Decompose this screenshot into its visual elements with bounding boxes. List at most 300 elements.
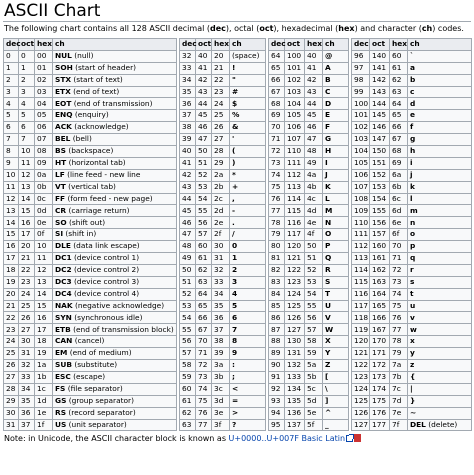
table-row xyxy=(4,407,472,419)
char-cell xyxy=(230,169,266,181)
char-code: C xyxy=(325,86,331,96)
char-code: ENQ xyxy=(55,110,73,120)
column-header-ch: ch xyxy=(230,39,266,51)
dec-cell: 7 xyxy=(4,134,19,146)
dec-cell: 124 xyxy=(352,383,370,395)
char-cell xyxy=(323,360,349,372)
dec-cell: 98 xyxy=(352,74,370,86)
hex-cell: 78 xyxy=(390,336,408,348)
char-code: ETX xyxy=(55,86,71,96)
intro-part: ), octal ( xyxy=(225,24,260,33)
char-cell xyxy=(323,312,349,324)
dec-cell: 13 xyxy=(4,205,19,217)
char-code: I xyxy=(325,158,328,168)
dec-cell: 65 xyxy=(269,62,285,74)
hex-cell: 02 xyxy=(35,74,53,86)
dec-cell: 125 xyxy=(352,395,370,407)
char-code: SO xyxy=(55,217,67,227)
char-code: K xyxy=(325,181,331,191)
table-row xyxy=(4,300,472,312)
dec-cell: 6 xyxy=(4,122,19,134)
dec-cell: 14 xyxy=(4,217,19,229)
pdf-icon xyxy=(354,434,361,442)
hex-cell: 51 xyxy=(305,253,323,265)
hex-cell: 57 xyxy=(305,324,323,336)
dec-cell: 35 xyxy=(180,86,196,98)
char-code: 9 xyxy=(232,348,238,358)
dec-cell: 63 xyxy=(180,419,196,431)
dec-cell: 50 xyxy=(180,264,196,276)
table-row xyxy=(4,98,472,110)
dec-cell: 16 xyxy=(4,241,19,253)
hex-cell: 1d xyxy=(35,395,53,407)
oct-cell: 142 xyxy=(370,74,390,86)
oct-cell: 10 xyxy=(19,146,35,158)
dec-cell: 0 xyxy=(4,50,19,62)
char-cell xyxy=(230,241,266,253)
char-cell xyxy=(53,110,177,122)
dec-cell: 97 xyxy=(352,62,370,74)
oct-cell: 163 xyxy=(370,276,390,288)
oct-cell: 50 xyxy=(196,146,212,158)
hex-cell: 5a xyxy=(305,360,323,372)
char-code: DC2 xyxy=(55,265,72,275)
char-cell xyxy=(323,288,349,300)
char-code: g xyxy=(410,134,416,144)
char-code: DLE xyxy=(55,241,71,251)
oct-cell: 146 xyxy=(370,122,390,134)
oct-cell: 66 xyxy=(196,312,212,324)
hex-cell: 53 xyxy=(305,276,323,288)
hex-cell: 62 xyxy=(390,74,408,86)
hex-cell: 41 xyxy=(305,62,323,74)
dec-cell: 123 xyxy=(352,371,370,383)
char-cell xyxy=(53,181,177,193)
table-row xyxy=(4,110,472,122)
char-code: H xyxy=(325,146,332,156)
char-code: x xyxy=(410,336,415,346)
char-cell xyxy=(323,157,349,169)
table-row xyxy=(4,419,472,431)
oct-cell: 121 xyxy=(285,253,305,265)
char-cell xyxy=(408,74,472,86)
oct-cell: 162 xyxy=(370,264,390,276)
dec-cell: 127 xyxy=(352,419,370,431)
dec-cell: 90 xyxy=(269,360,285,372)
dec-cell: 18 xyxy=(4,264,19,276)
intro-dec: dec xyxy=(209,24,226,33)
column-header-dec: dec xyxy=(4,39,19,51)
char-description: (shift out) xyxy=(66,217,106,227)
char-code: ( xyxy=(232,146,236,156)
oct-cell: 140 xyxy=(370,50,390,62)
char-code: NUL xyxy=(55,51,72,61)
char-code: = xyxy=(232,395,239,405)
hex-cell: 67 xyxy=(390,134,408,146)
oct-cell: 12 xyxy=(19,169,35,181)
hex-cell: 7d xyxy=(390,395,408,407)
hex-cell: 30 xyxy=(212,241,230,253)
char-cell xyxy=(323,300,349,312)
char-cell xyxy=(230,205,266,217)
table-row xyxy=(4,169,472,181)
hex-cell: 6f xyxy=(390,229,408,241)
char-code: | xyxy=(410,383,413,393)
char-cell xyxy=(323,146,349,158)
oct-cell: 75 xyxy=(196,395,212,407)
hex-cell: 08 xyxy=(35,146,53,158)
hex-cell: 47 xyxy=(305,134,323,146)
dec-cell: 44 xyxy=(180,193,196,205)
char-code: DC1 xyxy=(55,253,72,263)
dec-cell: 84 xyxy=(269,288,285,300)
oct-cell: 137 xyxy=(285,419,305,431)
dec-cell: 49 xyxy=(180,253,196,265)
oct-cell: 131 xyxy=(285,348,305,360)
oct-cell: 7 xyxy=(19,134,35,146)
dec-cell: 55 xyxy=(180,324,196,336)
char-cell xyxy=(230,62,266,74)
char-code: > xyxy=(232,407,239,417)
char-cell xyxy=(408,288,472,300)
basic-latin-link[interactable]: U+0000..U+007F Basic Latin xyxy=(228,434,346,444)
char-cell xyxy=(230,324,266,336)
dec-cell: 4 xyxy=(4,98,19,110)
dec-cell: 58 xyxy=(180,360,196,372)
dec-cell: 108 xyxy=(352,193,370,205)
char-code: h xyxy=(410,146,416,156)
char-cell xyxy=(53,288,177,300)
intro-part: ) and character ( xyxy=(354,24,422,33)
oct-cell: 73 xyxy=(196,371,212,383)
dec-cell: 20 xyxy=(4,288,19,300)
hex-cell: 36 xyxy=(212,312,230,324)
dec-cell: 19 xyxy=(4,276,19,288)
char-code: W xyxy=(325,324,334,334)
hex-cell: 35 xyxy=(212,300,230,312)
oct-cell: 16 xyxy=(19,217,35,229)
char-description: (end of transmission block) xyxy=(70,324,174,334)
char-code: f xyxy=(410,122,414,132)
oct-cell: 37 xyxy=(19,419,35,431)
char-code: 2 xyxy=(232,265,238,275)
hex-cell: 50 xyxy=(305,241,323,253)
char-code: " xyxy=(232,74,236,84)
oct-cell: 31 xyxy=(19,348,35,360)
char-cell xyxy=(408,300,472,312)
hex-cell: 17 xyxy=(35,324,53,336)
hex-cell: 66 xyxy=(390,122,408,134)
oct-cell: 173 xyxy=(370,371,390,383)
char-code: r xyxy=(410,265,414,275)
char-cell xyxy=(53,407,177,419)
char-cell xyxy=(408,253,472,265)
hex-cell: 42 xyxy=(305,74,323,86)
char-description: (cancel) xyxy=(72,336,105,346)
char-cell xyxy=(230,217,266,229)
oct-cell: 54 xyxy=(196,193,212,205)
oct-cell: 136 xyxy=(285,407,305,419)
hex-cell: 72 xyxy=(390,264,408,276)
char-code: BS xyxy=(55,146,66,156)
dec-cell: 68 xyxy=(269,98,285,110)
char-cell xyxy=(53,157,177,169)
oct-cell: 102 xyxy=(285,74,305,86)
hex-cell: 1f xyxy=(35,419,53,431)
hex-cell: 31 xyxy=(212,253,230,265)
char-cell xyxy=(408,407,472,419)
dec-cell: 107 xyxy=(352,181,370,193)
hex-cell: 12 xyxy=(35,264,53,276)
hex-cell: 55 xyxy=(305,300,323,312)
table-row xyxy=(4,288,472,300)
char-code: E xyxy=(325,110,331,120)
char-description: (shift in) xyxy=(63,229,97,239)
oct-cell: 154 xyxy=(370,193,390,205)
char-description: (end of transmission) xyxy=(71,98,153,108)
char-cell xyxy=(408,134,472,146)
oct-cell: 141 xyxy=(370,62,390,74)
dec-cell: 12 xyxy=(4,193,19,205)
hex-cell: 25 xyxy=(212,110,230,122)
char-code: ~ xyxy=(410,407,417,417)
char-code: FS xyxy=(55,383,66,393)
dec-cell: 114 xyxy=(352,264,370,276)
hex-cell: 28 xyxy=(212,146,230,158)
oct-cell: 113 xyxy=(285,181,305,193)
char-cell xyxy=(53,336,177,348)
oct-cell: 120 xyxy=(285,241,305,253)
dec-cell: 51 xyxy=(180,276,196,288)
hex-cell: 59 xyxy=(305,348,323,360)
table-row xyxy=(4,395,472,407)
hex-cell: 18 xyxy=(35,336,53,348)
char-cell xyxy=(323,253,349,265)
char-description: (data link escape) xyxy=(70,241,140,251)
dec-cell: 36 xyxy=(180,98,196,110)
char-description: (device control 1) xyxy=(71,253,140,263)
char-code: $ xyxy=(232,98,238,108)
oct-cell: 43 xyxy=(196,86,212,98)
oct-cell: 100 xyxy=(285,50,305,62)
intro-oct: oct xyxy=(259,24,274,33)
oct-cell: 172 xyxy=(370,360,390,372)
dec-cell: 1 xyxy=(4,62,19,74)
hex-cell: 3f xyxy=(212,419,230,431)
table-header-row xyxy=(4,39,472,51)
char-cell xyxy=(323,395,349,407)
char-description: (end of text) xyxy=(70,86,120,96)
char-code: ] xyxy=(325,395,329,405)
char-cell xyxy=(53,134,177,146)
char-cell xyxy=(53,62,177,74)
char-code: BEL xyxy=(55,134,71,144)
char-code: M xyxy=(325,205,333,215)
hex-cell: 4b xyxy=(305,181,323,193)
oct-cell: 15 xyxy=(19,205,35,217)
char-code: [ xyxy=(325,372,329,382)
hex-cell: 58 xyxy=(305,336,323,348)
dec-cell: 112 xyxy=(352,241,370,253)
oct-cell: 124 xyxy=(285,288,305,300)
char-cell xyxy=(323,336,349,348)
char-cell xyxy=(323,324,349,336)
char-cell xyxy=(323,371,349,383)
external-link-icon xyxy=(346,435,353,442)
hex-cell: 39 xyxy=(212,348,230,360)
hex-cell: 46 xyxy=(305,122,323,134)
char-code: GS xyxy=(55,395,67,405)
char-cell xyxy=(323,383,349,395)
hex-cell: 75 xyxy=(390,300,408,312)
dec-cell: 46 xyxy=(180,217,196,229)
char-code: @ xyxy=(325,51,333,61)
char-description: (form feed - new page) xyxy=(65,193,153,203)
hex-cell: 6e xyxy=(390,217,408,229)
page-title: ASCII Chart xyxy=(3,0,471,22)
hex-cell: 77 xyxy=(390,324,408,336)
oct-cell: 112 xyxy=(285,169,305,181)
oct-cell: 57 xyxy=(196,229,212,241)
hex-cell: 0a xyxy=(35,169,53,181)
dec-cell: 73 xyxy=(269,157,285,169)
char-cell xyxy=(53,300,177,312)
dec-cell: 121 xyxy=(352,348,370,360)
char-cell xyxy=(230,134,266,146)
dec-cell: 33 xyxy=(180,62,196,74)
char-code: * xyxy=(232,169,236,179)
char-code: w xyxy=(410,324,417,334)
char-code: / xyxy=(232,229,235,239)
oct-cell: 25 xyxy=(19,300,35,312)
table-row xyxy=(4,360,472,372)
intro-text xyxy=(4,23,471,36)
oct-cell: 147 xyxy=(370,134,390,146)
char-code: LF xyxy=(55,169,65,179)
char-code: CR xyxy=(55,205,67,215)
char-cell xyxy=(408,419,472,431)
char-cell xyxy=(323,122,349,134)
hex-cell: 6d xyxy=(390,205,408,217)
char-cell xyxy=(323,62,349,74)
hex-cell: 6b xyxy=(390,181,408,193)
column-header-oct: oct xyxy=(19,39,35,51)
dec-cell: 21 xyxy=(4,300,19,312)
hex-cell: 6c xyxy=(390,193,408,205)
oct-cell: 116 xyxy=(285,217,305,229)
char-cell xyxy=(230,395,266,407)
char-cell xyxy=(408,229,472,241)
oct-cell: 47 xyxy=(196,134,212,146)
char-cell xyxy=(408,122,472,134)
char-cell xyxy=(408,146,472,158)
column-header-hex: hex xyxy=(35,39,53,51)
hex-cell: 34 xyxy=(212,288,230,300)
char-description: (space) xyxy=(232,51,260,61)
oct-cell: 160 xyxy=(370,241,390,253)
dec-cell: 119 xyxy=(352,324,370,336)
dec-cell: 118 xyxy=(352,312,370,324)
hex-cell: 00 xyxy=(35,50,53,62)
intro-hex: hex xyxy=(338,24,355,33)
hex-cell: 20 xyxy=(212,50,230,62)
char-cell xyxy=(230,419,266,431)
char-cell xyxy=(323,169,349,181)
dec-cell: 48 xyxy=(180,241,196,253)
hex-cell: 5c xyxy=(305,383,323,395)
char-description: (bell) xyxy=(70,134,92,144)
char-code: J xyxy=(325,169,328,179)
char-code: ; xyxy=(232,372,235,382)
dec-cell: 79 xyxy=(269,229,285,241)
oct-cell: 53 xyxy=(196,181,212,193)
table-row xyxy=(4,383,472,395)
oct-cell: 74 xyxy=(196,383,212,395)
column-header-dec: dec xyxy=(180,39,196,51)
hex-cell: 4c xyxy=(305,193,323,205)
oct-cell: 32 xyxy=(19,360,35,372)
hex-cell: 48 xyxy=(305,146,323,158)
oct-cell: 0 xyxy=(19,50,35,62)
oct-cell: 62 xyxy=(196,264,212,276)
oct-cell: 174 xyxy=(370,383,390,395)
char-description: (backspace) xyxy=(65,146,114,156)
table-row xyxy=(4,217,472,229)
char-cell xyxy=(230,146,266,158)
char-code: & xyxy=(232,122,239,132)
oct-cell: 107 xyxy=(285,134,305,146)
dec-cell: 3 xyxy=(4,86,19,98)
char-code: Q xyxy=(325,253,332,263)
dec-cell: 115 xyxy=(352,276,370,288)
char-description: (negative acknowledge) xyxy=(72,300,165,310)
char-description: (substitute) xyxy=(71,360,118,370)
hex-cell: 22 xyxy=(212,74,230,86)
char-cell xyxy=(408,324,472,336)
hex-cell: 1c xyxy=(35,383,53,395)
dec-cell: 70 xyxy=(269,122,285,134)
char-description: (device control 2) xyxy=(71,265,140,275)
char-cell xyxy=(408,264,472,276)
hex-cell: 69 xyxy=(390,157,408,169)
dec-cell: 85 xyxy=(269,300,285,312)
char-code: CAN xyxy=(55,336,73,346)
char-code: O xyxy=(325,229,332,239)
char-description: (device control 3) xyxy=(71,276,140,286)
oct-cell: 155 xyxy=(370,205,390,217)
hex-cell: 1e xyxy=(35,407,53,419)
oct-cell: 150 xyxy=(370,146,390,158)
char-cell xyxy=(230,74,266,86)
char-cell xyxy=(408,205,472,217)
dec-cell: 31 xyxy=(4,419,19,431)
char-description: (device control 4) xyxy=(71,288,140,298)
dec-cell: 66 xyxy=(269,74,285,86)
hex-cell: 5b xyxy=(305,371,323,383)
oct-cell: 103 xyxy=(285,86,305,98)
column-header-ch: ch xyxy=(53,39,177,51)
char-code: 5 xyxy=(232,300,238,310)
char-code: 8 xyxy=(232,336,238,346)
char-cell xyxy=(408,98,472,110)
table-row xyxy=(4,50,472,62)
hex-cell: 0f xyxy=(35,229,53,241)
dec-cell: 9 xyxy=(4,157,19,169)
char-cell xyxy=(53,169,177,181)
dec-cell: 80 xyxy=(269,241,285,253)
char-code: N xyxy=(325,217,332,227)
column-header-dec: dec xyxy=(269,39,285,51)
